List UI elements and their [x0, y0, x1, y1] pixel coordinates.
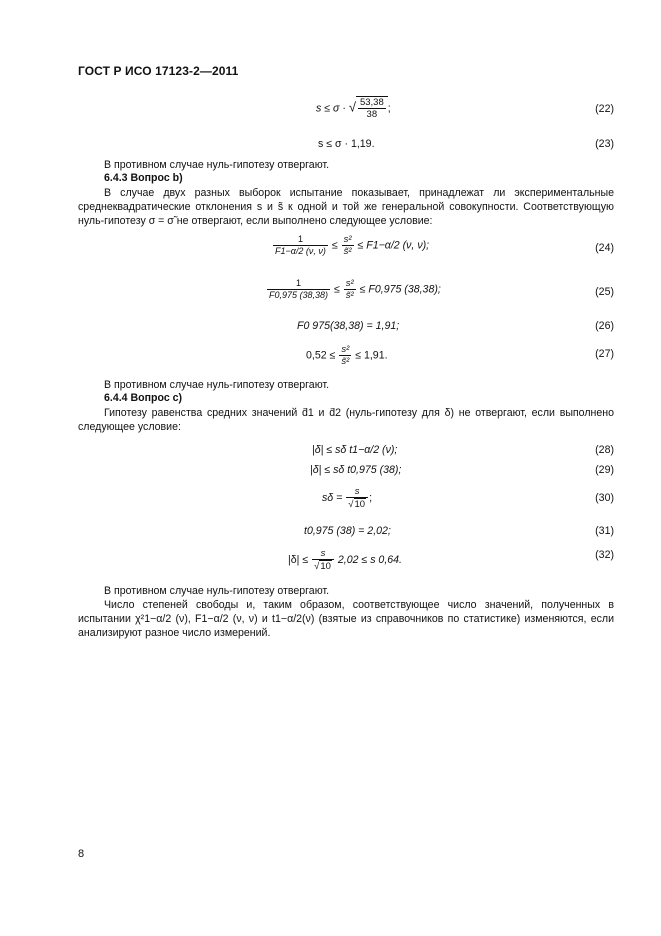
- eq22-numerator: 53,38: [359, 97, 384, 108]
- eq22-label: (22): [595, 103, 614, 115]
- paragraph-degrees-of-freedom: Число степеней свободы и, таким образом, соответствующее число значений, полученных в испытании χ²1−α/2 (ν), F1−α/2 (ν, ν) и t1−α/2(ν) (взятые из справочников по статистике) изменяются, если анализируют разное число измерений.: [78, 599, 614, 639]
- eq31-label: (31): [595, 525, 614, 537]
- paragraph-means-hypothesis: Гипотезу равенства средних значений d̄1 и d̄2 (нуль-гипотезу для δ) не отвергают, если выполнено следующее условие:: [78, 407, 614, 433]
- eq25-rhs: ≤ F0,975 (38,38);: [359, 283, 441, 296]
- eq22-tail: ;: [387, 102, 391, 115]
- eq32-numerator: s: [312, 548, 334, 560]
- eq25-mid-denominator: s̃²: [345, 290, 354, 301]
- eq25-denominator: F0,975 (38,38): [269, 290, 329, 300]
- equation-24: $\frac{1}{F1-\alpha/2 (\nu, \nu)}$ ≤ $\frac{\text{s²}}{\text{s̃²}}$ ≤ F1−α/2 (ν, ν);: [275, 234, 430, 257]
- eq27-lhs: 0,52 ≤: [306, 349, 336, 362]
- eq29-label: (29): [595, 464, 614, 476]
- eq24-mid-denominator: s̃²: [343, 246, 352, 257]
- eq30-tail: ;: [369, 491, 373, 504]
- document-header: ГОСТ Р ИСО 17123-2—2011: [78, 64, 239, 78]
- section-6-4-3-heading: 6.4.3 Вопрос b): [104, 172, 183, 184]
- eq25-numerator: 1: [267, 278, 330, 290]
- equation-31: t0,975 (38) = 2,02;: [304, 525, 391, 537]
- eq24-numerator: 1: [273, 234, 328, 246]
- equation-30: sδ = $\frac{s}{√10}$ ;: [322, 486, 373, 510]
- eq27-rhs: ≤ 1,91.: [355, 349, 388, 362]
- equation-25: $\frac{1}{F0,975 (38,38)}$ ≤ $\frac{\text{s²}}{\text{s̃²}}$ ≤ F0,975 (38,38);: [269, 278, 441, 301]
- equation-22: s ≤ σ · √ $\frac{53,38}{38}$ ;: [316, 97, 391, 120]
- equation-23: s ≤ σ · 1,19.: [318, 138, 375, 150]
- equation-27: [306, 344, 388, 367]
- equation-26: F0 975(38,38) = 1,91;: [297, 320, 400, 332]
- eq32-tail: 2,02 ≤ s 0,64.: [337, 553, 402, 566]
- eq26-label: (26): [595, 320, 614, 332]
- eq24-mid-numerator: s²: [343, 234, 352, 245]
- eq23-label: (23): [595, 138, 614, 150]
- eq32-denominator: 10: [320, 561, 331, 572]
- eq30-denominator: 10: [354, 499, 366, 510]
- eq32-label: (32): [595, 549, 614, 561]
- eq27-label: (27): [595, 348, 614, 360]
- eq30-numerator: s: [346, 486, 368, 498]
- paragraph-two-samples: В случае двух разных выборок испытание показывает, принадлежат ли экспериментальные среднеквадратические отклонения s и s̃ к одной и той же генеральной совокупности. Соответствующую нуль-гипотезу σ = σ̃ не отвергают, если выполнено следующее условие:: [78, 187, 614, 227]
- equation-32: |δ| ≤ $\frac{s}{√10}$ 2,02 ≤ s 0,64.: [288, 548, 402, 572]
- equation-28: |δ| ≤ sδ t1−α/2 (ν);: [312, 444, 398, 456]
- section-6-4-4-heading: 6.4.4 Вопрос c): [104, 392, 183, 404]
- equation-29: |δ| ≤ sδ t0,975 (38);: [310, 464, 402, 476]
- paragraph-reject-1: В противном случае нуль-гипотезу отвергают.: [104, 159, 330, 171]
- eq27-mid-numerator: s²: [341, 344, 350, 355]
- eq22-denominator: 38: [366, 109, 378, 120]
- eq24-denominator: F1−α/2 (ν, ν): [275, 246, 326, 256]
- eq22-lhs: s ≤ σ ·: [316, 102, 346, 115]
- eq32-lhs: |δ| ≤: [288, 553, 309, 566]
- eq28-label: (28): [595, 444, 614, 456]
- eq24-label: (24): [595, 242, 614, 254]
- eq25-mid-numerator: s²: [345, 278, 354, 289]
- eq30-label: (30): [595, 492, 614, 504]
- eq24-rhs: ≤ F1−α/2 (ν, ν);: [357, 239, 430, 252]
- paragraph-reject-3: В противном случае нуль-гипотезу отвергают.: [104, 585, 330, 597]
- eq27-mid-denominator: s̃²: [341, 356, 350, 367]
- eq25-label: (25): [595, 286, 614, 298]
- paragraph-reject-2: В противном случае нуль-гипотезу отвергают.: [104, 379, 330, 391]
- eq30-lhs: sδ =: [322, 491, 343, 504]
- page-number: 8: [78, 848, 85, 860]
